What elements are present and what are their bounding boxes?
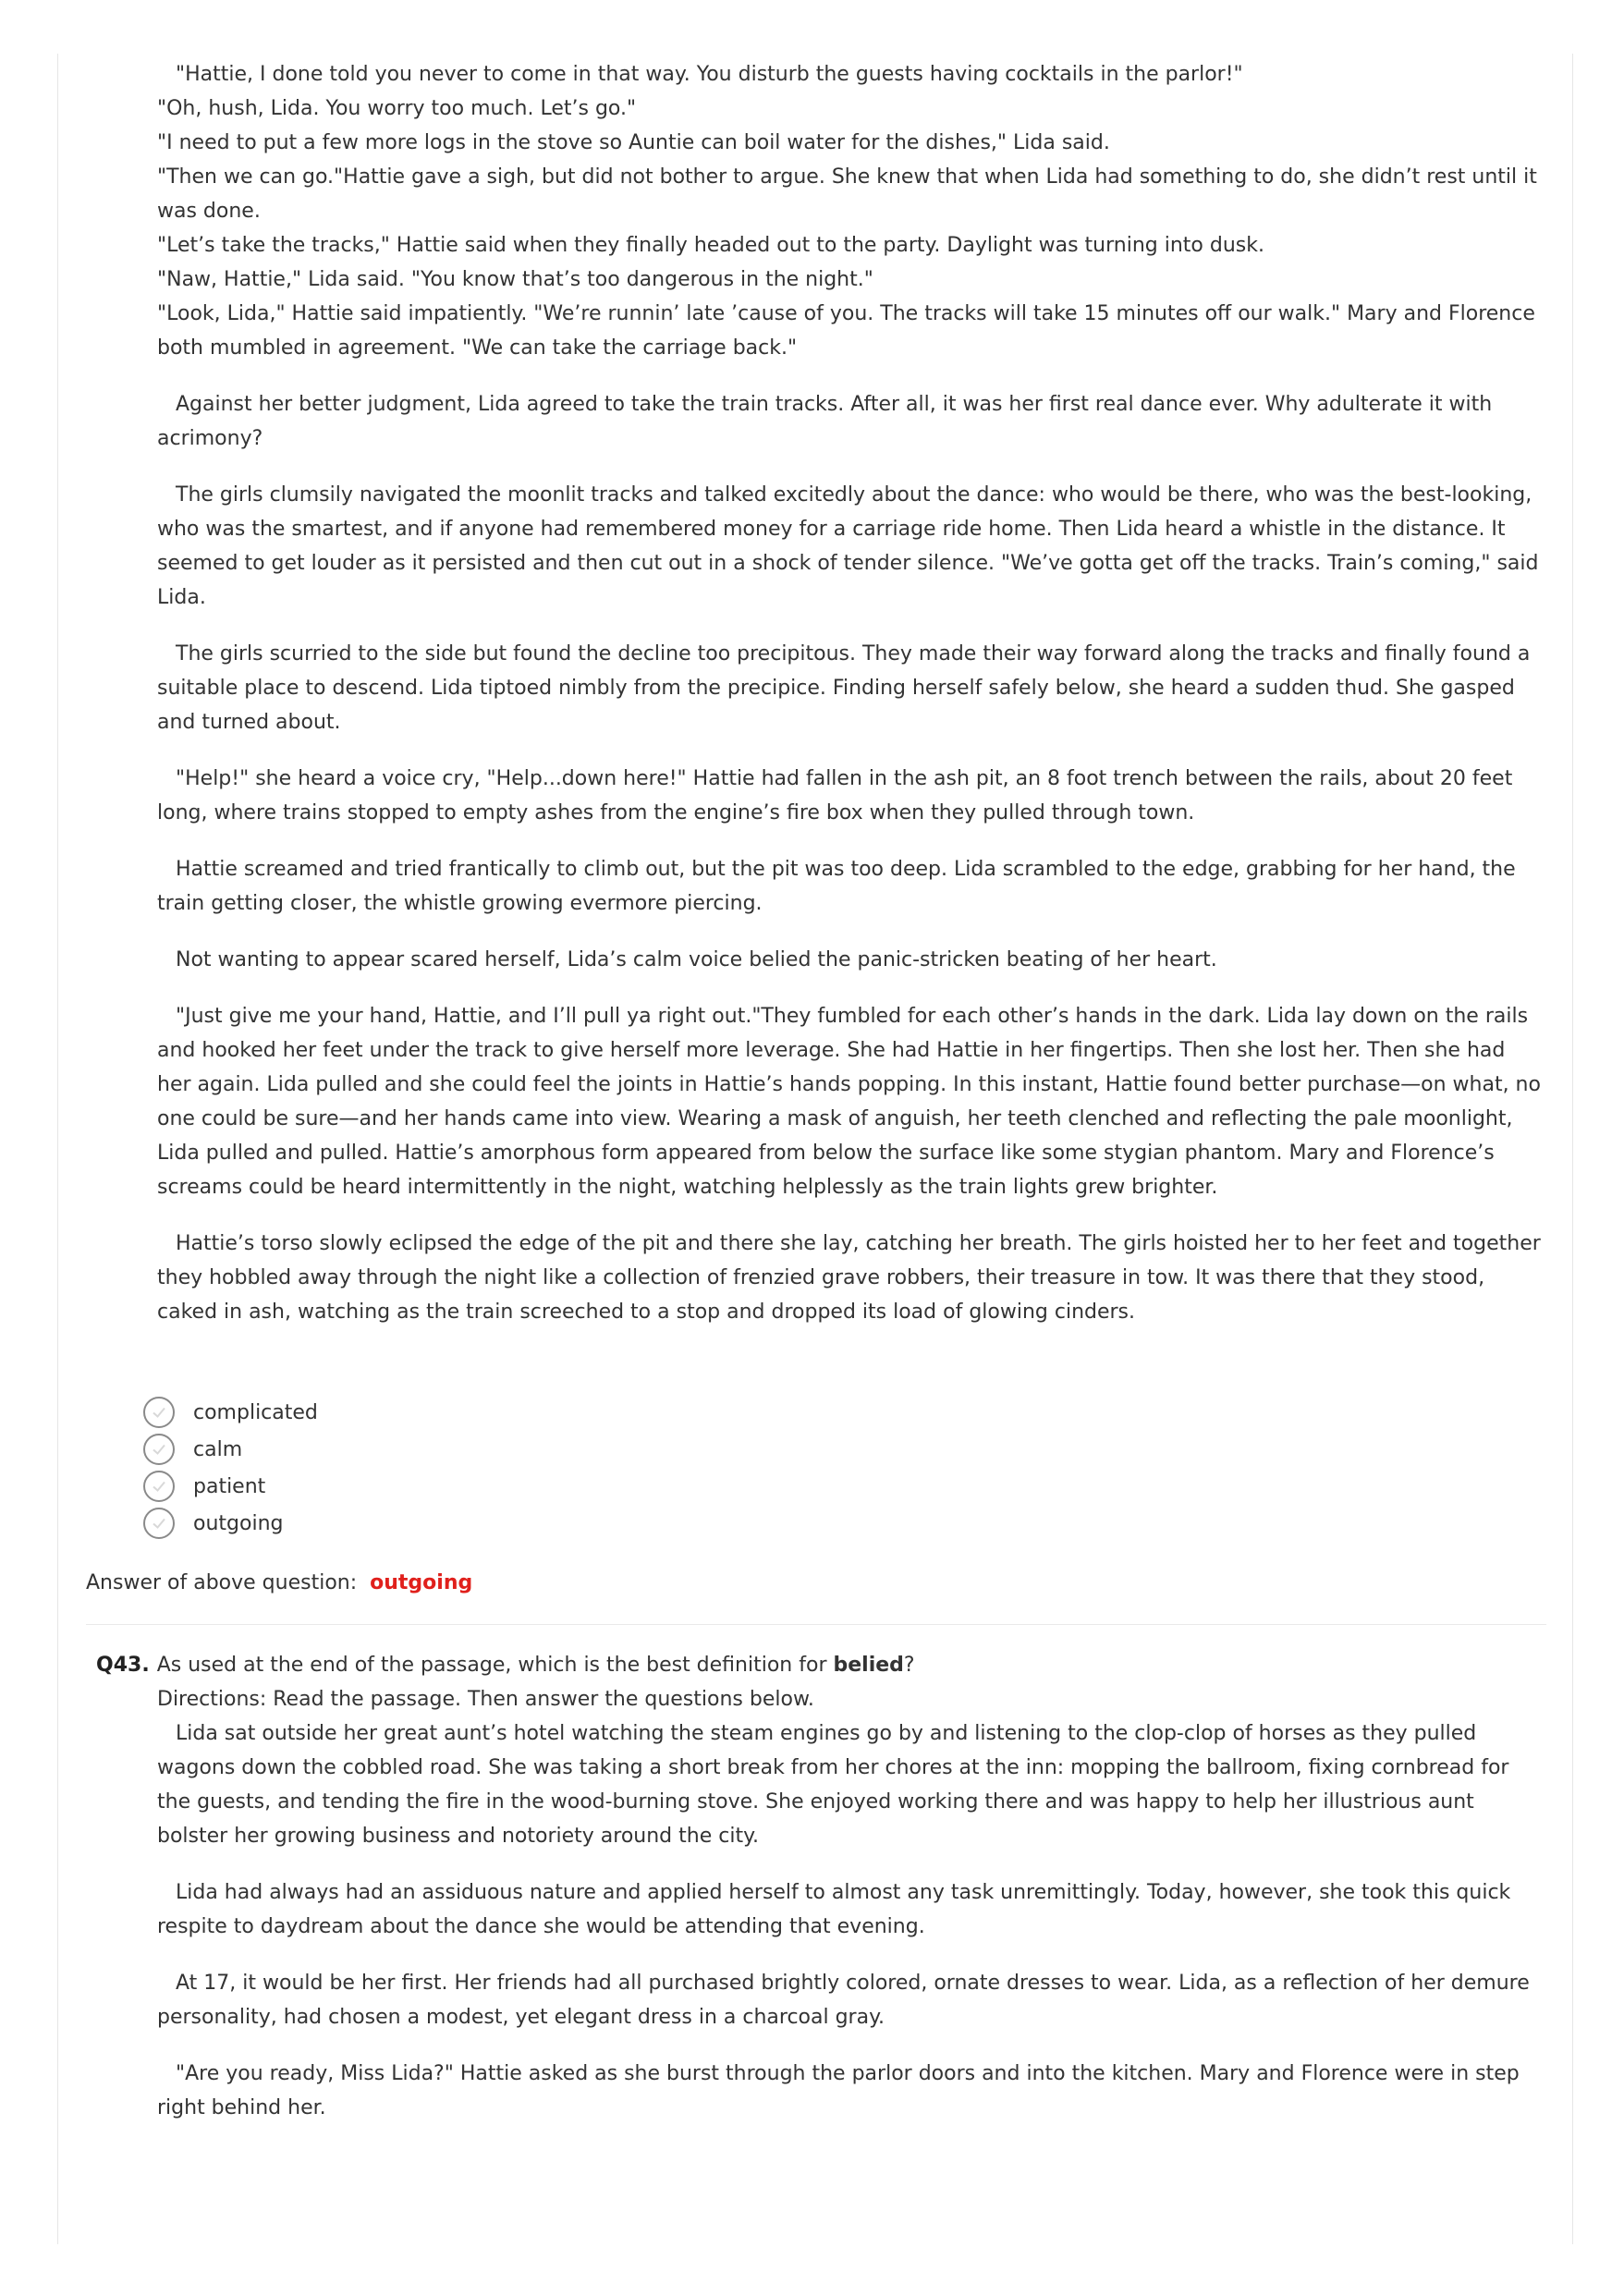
passage-paragraph: "Oh, hush, Lida. You worry too much. Let’s go."	[157, 97, 637, 120]
passage-paragraph: "Let’s take the tracks," Hattie said when they finally headed out to the party. Daylight was turning into dusk.	[157, 234, 1264, 257]
passage-paragraph: "Naw, Hattie," Lida said. "You know that’s too dangerous in the night."	[157, 268, 873, 291]
passage-paragraph: Hattie’s torso slowly eclipsed the edge of the pit and there she lay, catching her breath. The girls hoisted her to her feet and together they hobbled away through the night like a collection of frenzied grave robbers, their treasure in tow. It was there that they stood, caked in ash, watching as the train screeched to a stop and dropped its load of glowing cinders.	[157, 1232, 1541, 1324]
radio-check-icon[interactable]	[143, 1508, 175, 1539]
passage-paragraph: Lida sat outside her great aunt’s hotel watching the steam engines go by and listening to the clop-clop of horses as they pulled wagons down the cobbled road. She was taking a short break from her chores at the inn: mopping the ballroom, fixing cornbread for the guests, and tending the fire in the wood-burning stove. She enjoyed working there and was happy to help her illustrious aunt bolster her growing business and notoriety around the city.	[157, 1722, 1509, 1848]
question-header	[96, 1648, 1557, 1682]
question-passage	[157, 1682, 1544, 2147]
option-patient[interactable]	[143, 1468, 318, 1505]
option-calm[interactable]	[143, 1431, 318, 1468]
page-border-left	[57, 54, 58, 2244]
answer-line	[86, 1566, 472, 1600]
radio-check-icon[interactable]	[143, 1397, 175, 1428]
passage-paragraph: Hattie screamed and tried frantically to climb out, but the pit was too deep. Lida scrambled to the edge, grabbing for her hand, the train getting closer, the whistle growing evermore piercing.	[157, 858, 1516, 915]
passage-paragraph: "Look, Lida," Hattie said impatiently. "We’re runnin’ late ’cause of you. The tracks will take 15 minutes off our walk." Mary and Florence both mumbled in agreement. "We can take the carriage back."	[157, 302, 1535, 360]
radio-check-icon[interactable]	[143, 1471, 175, 1502]
passage-paragraph: Not wanting to appear scared herself, Lida’s calm voice belied the panic-stricken beating of her heart.	[176, 948, 1217, 971]
option-label: patient	[193, 1474, 266, 1498]
passage-paragraph: "Just give me your hand, Hattie, and I’ll pull ya right out."They fumbled for each other’s hands in the dark. Lida lay down on the rails and hooked her feet under the track to give herself more leverage. She had Hattie in her fingertips. Then she lost her. Then she had her again. Lida pulled and she could feel the joints in Hattie’s hands popping. In this instant, Hattie found better purchase—on what, no one could be sure—and her hands came into view. Wearing a mask of anguish, her teeth clenched and reflecting the pale moonlight, Lida pulled and pulled. Hattie’s amorphous form appeared from below the surface like some stygian phantom. Mary and Florence’s screams could be heard intermittently in the night, watching helplessly as the train lights grew brighter.	[157, 1005, 1541, 1199]
question-directions: Directions: Read the passage. Then answer the questions below.	[157, 1688, 814, 1711]
passage-paragraph: "Help!" she heard a voice cry, "Help...down here!" Hattie had fallen in the ash pit, an 8 foot trench between the rails, about 20 feet long, where trains stopped to empty ashes from the engine’s fire box when they pulled through town.	[157, 767, 1513, 824]
answer-value: outgoing	[370, 1571, 473, 1594]
answer-label: Answer of above question:	[86, 1571, 358, 1594]
option-label: complicated	[193, 1400, 318, 1424]
question-divider	[86, 1624, 1546, 1625]
radio-check-icon[interactable]	[143, 1434, 175, 1465]
option-complicated[interactable]	[143, 1394, 318, 1431]
option-label: outgoing	[193, 1511, 284, 1535]
page-border-right	[1572, 54, 1573, 2244]
passage-paragraph: The girls scurried to the side but found the decline too precipitous. They made their way forward along the tracks and finally found a suitable place to descend. Lida tiptoed nimbly from the precipice. Finding herself safely below, she heard a sudden thud. She gasped and turned about.	[157, 642, 1531, 734]
passage-paragraph: At 17, it would be her first. Her friends had all purchased brightly colored, ornate dresses to wear. Lida, as a reflection of her demure personality, had chosen a modest, yet elegant dress in a charcoal gray.	[157, 1972, 1530, 2029]
passage-paragraph: "I need to put a few more logs in the stove so Auntie can boil water for the dishes," Lida said.	[157, 131, 1110, 154]
question-keyword: belied	[833, 1654, 904, 1677]
question-prompt: As used at the end of the passage, which is the best definition for belied?	[156, 1654, 915, 1677]
passage-paragraph: "Then we can go."Hattie gave a sigh, but did not bother to argue. She knew that when Lida had something to do, she didn’t rest until it was done.	[157, 165, 1537, 223]
option-label: calm	[193, 1437, 243, 1461]
answer-options	[143, 1394, 318, 1542]
passage-paragraph: "Hattie, I done told you never to come in that way. You disturb the guests having cocktails in the parlor!"	[176, 63, 1243, 86]
passage-continued	[157, 57, 1544, 1351]
passage-paragraph: Against her better judgment, Lida agreed to take the train tracks. After all, it was her first real dance ever. Why adulterate it with acrimony?	[157, 393, 1493, 450]
passage-paragraph: Lida had always had an assiduous nature and applied herself to almost any task unremittingly. Today, however, she took this quick respite to daydream about the dance she would be attending that evening.	[157, 1881, 1511, 1938]
question-number: Q43.	[96, 1654, 150, 1677]
option-outgoing[interactable]	[143, 1505, 318, 1542]
passage-paragraph: The girls clumsily navigated the moonlit tracks and talked excitedly about the dance: who would be there, who was the best-looking, who was the smartest, and if anyone had remembered money for a carriage ride home. Then Lida heard a whistle in the distance. It seemed to get louder as it persisted and then cut out in a shock of tender silence. "We’ve gotta get off the tracks. Train’s coming," said Lida.	[157, 483, 1539, 609]
passage-paragraph: "Are you ready, Miss Lida?" Hattie asked as she burst through the parlor doors and into the kitchen. Mary and Florence were in step right behind her.	[157, 2062, 1520, 2119]
